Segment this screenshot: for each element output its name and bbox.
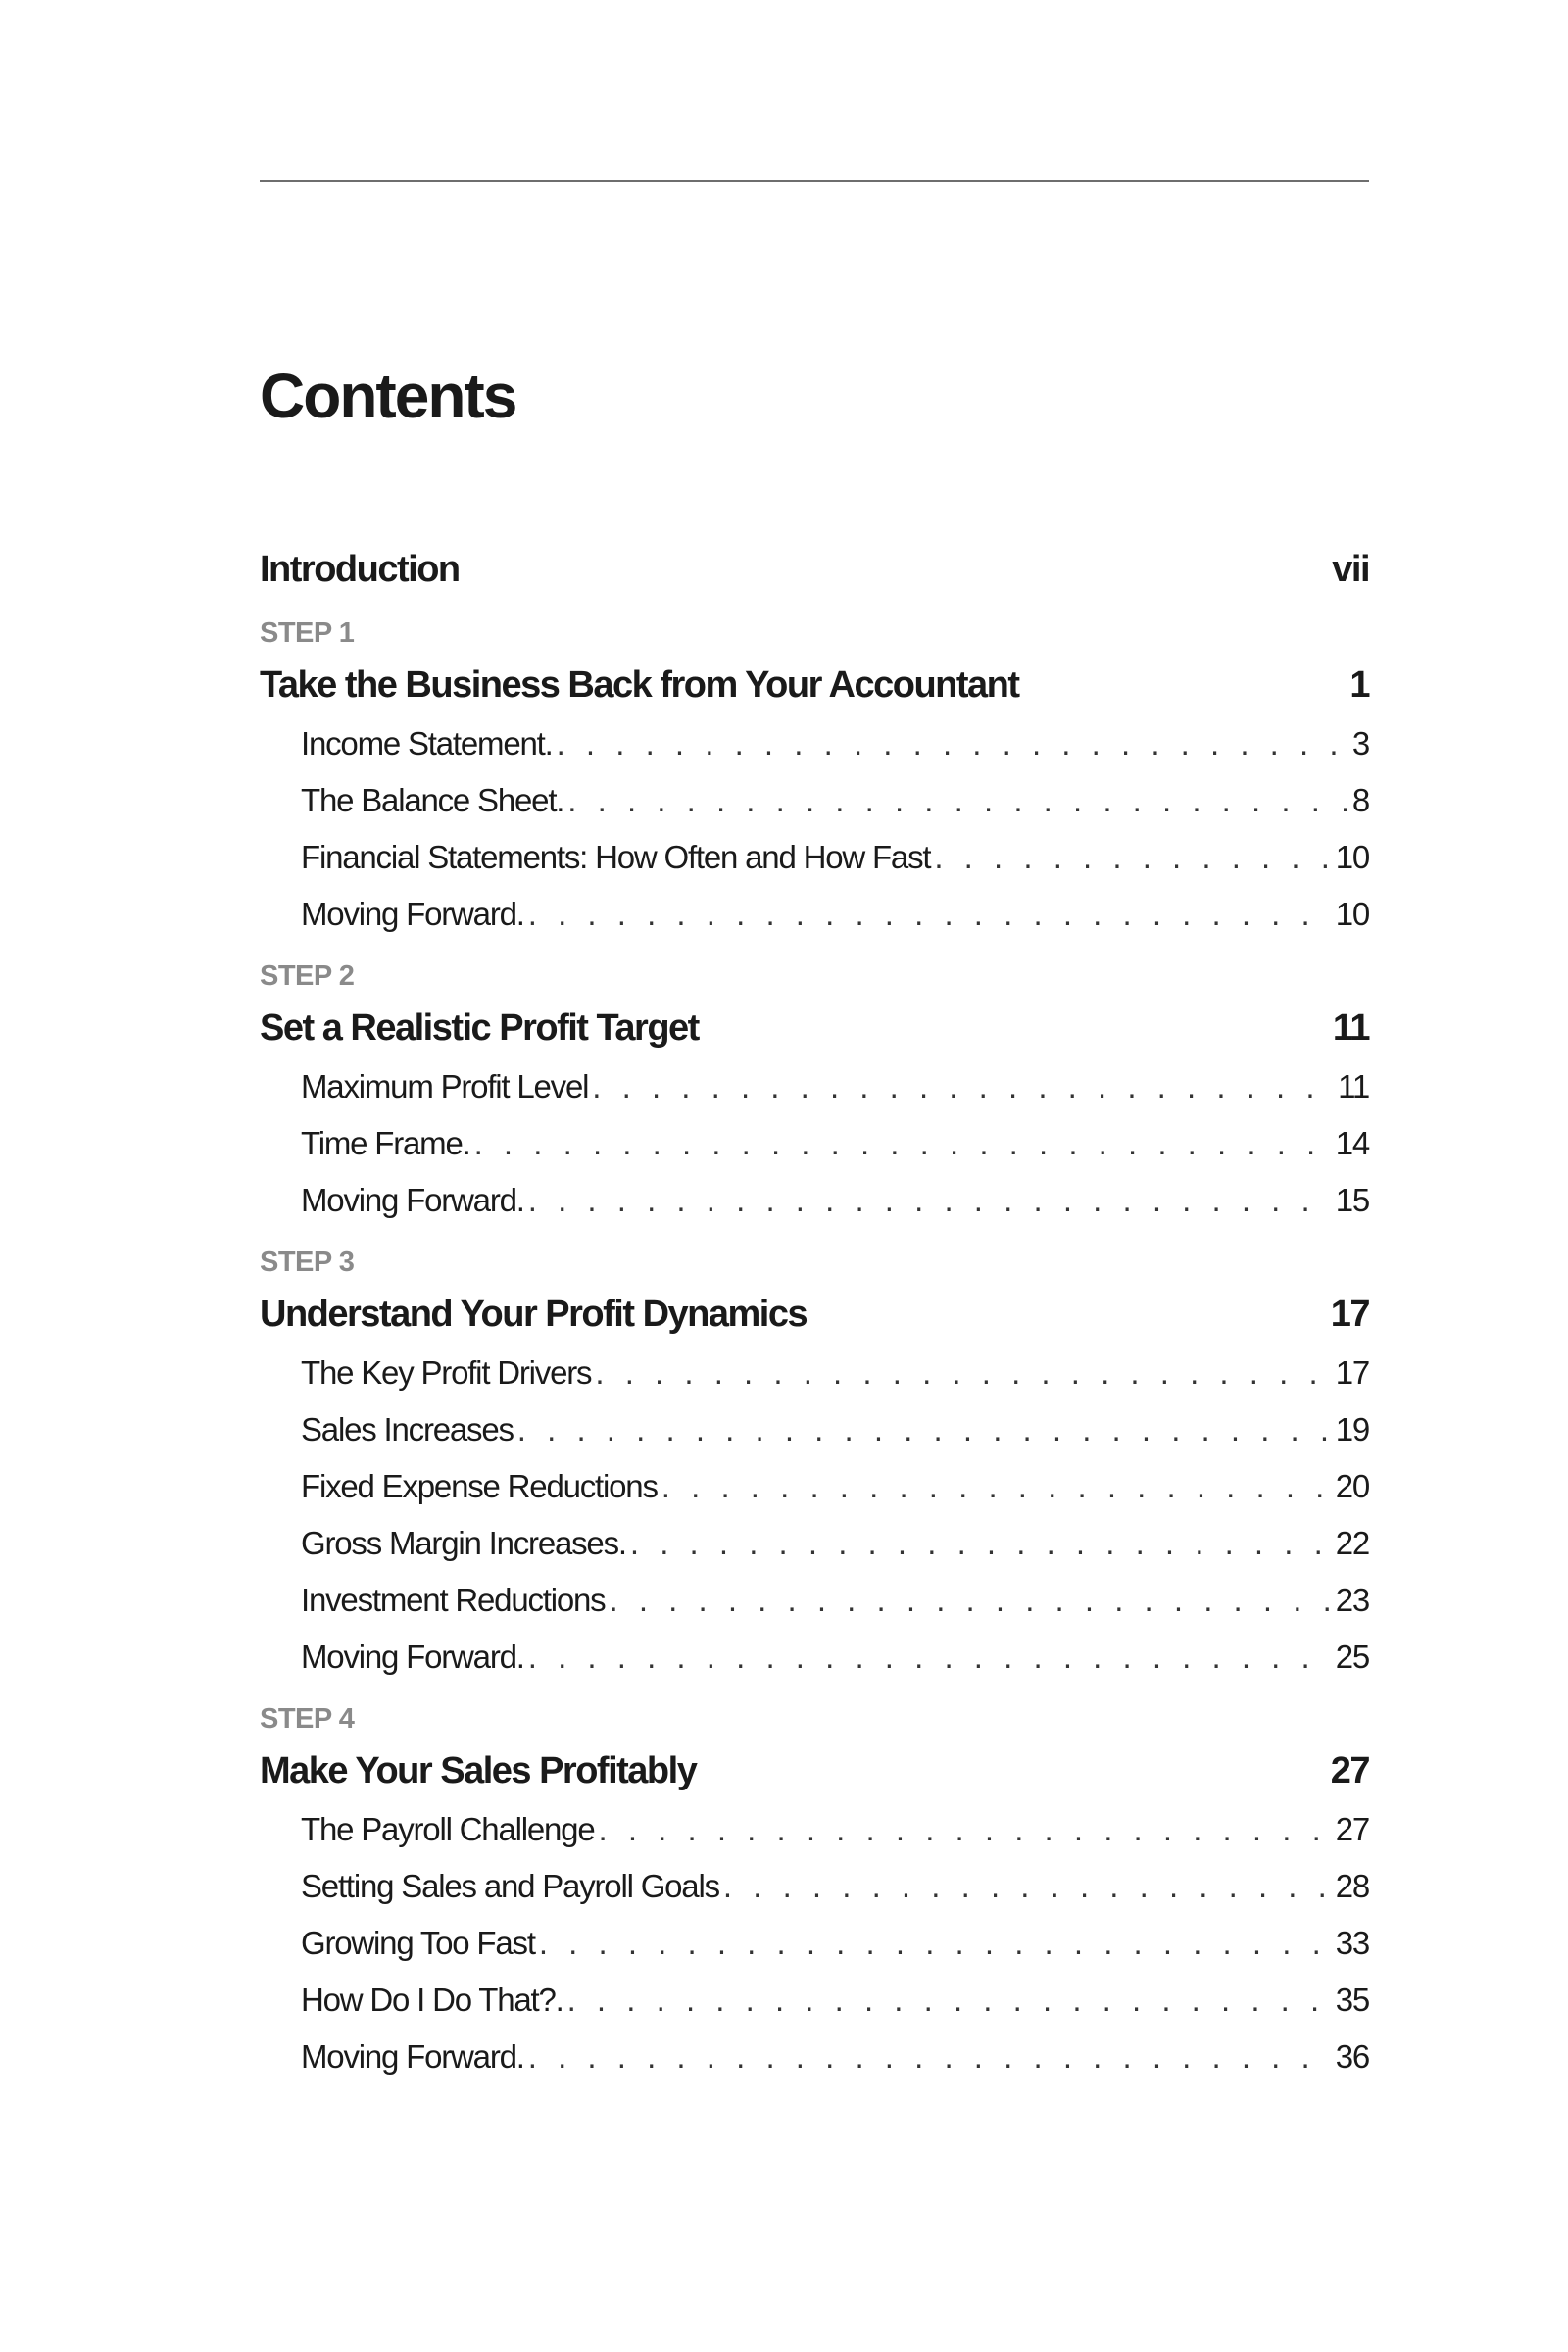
- entry-page: 27: [1335, 1811, 1369, 1847]
- entry-title: Financial Statements: How Often and How Fast: [301, 839, 931, 875]
- dot-leader: [723, 1858, 1330, 1915]
- table-of-contents: [260, 539, 1369, 2085]
- toc-entry[interactable]: [301, 1572, 1369, 1629]
- header-rule: [260, 180, 1369, 182]
- entry-page: 8: [1351, 782, 1369, 818]
- step-page: 27: [1330, 1750, 1369, 1791]
- dot-leader: [592, 1058, 1332, 1115]
- step-page: 1: [1349, 664, 1369, 706]
- toc-entry[interactable]: [301, 1401, 1369, 1458]
- toc-introduction[interactable]: [260, 539, 1369, 600]
- entry-title: Moving Forward.: [301, 2038, 524, 2075]
- entry-title: Investment Reductions: [301, 1582, 606, 1618]
- entry-title: Fixed Expense Reductions: [301, 1468, 658, 1504]
- toc-entry[interactable]: [301, 2029, 1369, 2085]
- dot-leader: [517, 1401, 1330, 1458]
- toc-entry[interactable]: [301, 772, 1369, 829]
- dot-leader: [528, 2029, 1330, 2085]
- entry-page: 20: [1335, 1468, 1369, 1504]
- dot-leader: [567, 772, 1347, 829]
- toc-entry[interactable]: [301, 715, 1369, 772]
- toc-entry[interactable]: [301, 1515, 1369, 1572]
- toc-entry[interactable]: [301, 1458, 1369, 1515]
- entry-page: 33: [1335, 1925, 1369, 1961]
- entry-page: 15: [1335, 1182, 1369, 1218]
- toc-step: [260, 600, 1369, 943]
- step-label: STEP 4: [260, 1703, 355, 1735]
- section-list: [260, 1345, 1369, 1686]
- entry-title: Setting Sales and Payroll Goals: [301, 1868, 719, 1904]
- toc-step: [260, 1229, 1369, 1686]
- entry-title: Moving Forward.: [301, 1182, 524, 1218]
- toc-entry[interactable]: [301, 829, 1369, 886]
- entry-page: 19: [1335, 1411, 1369, 1447]
- entry-page: 10: [1335, 896, 1369, 932]
- section-list: [260, 1801, 1369, 2085]
- step-heading[interactable]: [260, 1284, 1369, 1345]
- step-label: STEP 2: [260, 960, 355, 992]
- toc-entry[interactable]: [301, 1915, 1369, 1972]
- step-label: STEP 1: [260, 617, 355, 649]
- entry-page: 23: [1335, 1582, 1369, 1618]
- toc-steps: [260, 600, 1369, 2085]
- entry-title: Time Frame.: [301, 1125, 470, 1161]
- dot-leader: [609, 1572, 1329, 1629]
- dot-leader: [934, 829, 1329, 886]
- dot-leader: [539, 1915, 1330, 1972]
- toc-step: [260, 1686, 1369, 2085]
- entry-page: 35: [1335, 1982, 1369, 2018]
- step-heading[interactable]: [260, 655, 1369, 715]
- entry-title: Growing Too Fast: [301, 1925, 535, 1961]
- dot-leader: [662, 1458, 1330, 1515]
- book-page: [260, 0, 1369, 2352]
- step-title: Take the Business Back from Your Accountant: [260, 664, 1019, 706]
- toc-entry[interactable]: [301, 886, 1369, 943]
- entry-page: 17: [1335, 1354, 1369, 1391]
- toc-entry[interactable]: [301, 1972, 1369, 2029]
- entry-title: Gross Margin Increases.: [301, 1525, 626, 1561]
- entry-title: Maximum Profit Level: [301, 1068, 589, 1104]
- toc-entry[interactable]: [301, 1801, 1369, 1858]
- dot-leader: [528, 1172, 1330, 1229]
- toc-entry[interactable]: [301, 1858, 1369, 1915]
- toc-entry[interactable]: [301, 1115, 1369, 1172]
- dot-leader: [567, 1972, 1330, 2029]
- entry-title: The Payroll Challenge: [301, 1811, 595, 1847]
- entry-page: 3: [1351, 725, 1369, 761]
- step-label: STEP 3: [260, 1247, 355, 1278]
- dot-leader: [598, 1801, 1329, 1858]
- entry-title: Income Statement.: [301, 725, 553, 761]
- entry-title: Sales Increases: [301, 1411, 514, 1447]
- entry-page: 10: [1335, 839, 1369, 875]
- step-heading[interactable]: [260, 1740, 1369, 1801]
- entry-page: 14: [1335, 1125, 1369, 1161]
- section-list: [260, 715, 1369, 943]
- entry-page: 22: [1335, 1525, 1369, 1561]
- entry-title: Moving Forward.: [301, 1639, 524, 1675]
- page-title: Contents: [260, 361, 516, 431]
- entry-title: The Key Profit Drivers: [301, 1354, 592, 1391]
- entry-page: 25: [1335, 1639, 1369, 1675]
- step-page: 17: [1330, 1294, 1369, 1335]
- introduction-page: vii: [1332, 549, 1369, 590]
- step-page: 11: [1332, 1007, 1369, 1049]
- entry-title: Moving Forward.: [301, 896, 524, 932]
- dot-leader: [557, 715, 1347, 772]
- step-title: Understand Your Profit Dynamics: [260, 1294, 808, 1335]
- toc-step: [260, 943, 1369, 1229]
- toc-entry[interactable]: [301, 1629, 1369, 1686]
- entry-page: 36: [1335, 2038, 1369, 2075]
- step-title: Make Your Sales Profitably: [260, 1750, 697, 1791]
- section-list: [260, 1058, 1369, 1229]
- dot-leader: [474, 1115, 1330, 1172]
- dot-leader: [595, 1345, 1329, 1401]
- entry-title: How Do I Do That?.: [301, 1982, 564, 2018]
- introduction-label: Introduction: [260, 549, 460, 590]
- dot-leader: [630, 1515, 1330, 1572]
- toc-entry[interactable]: [301, 1058, 1369, 1115]
- entry-title: The Balance Sheet.: [301, 782, 564, 818]
- step-heading[interactable]: [260, 998, 1369, 1058]
- step-title: Set a Realistic Profit Target: [260, 1007, 699, 1049]
- dot-leader: [528, 886, 1330, 943]
- toc-entry[interactable]: [301, 1172, 1369, 1229]
- dot-leader: [528, 1629, 1330, 1686]
- entry-page: 28: [1335, 1868, 1369, 1904]
- entry-page: 11: [1338, 1068, 1369, 1104]
- toc-entry[interactable]: [301, 1345, 1369, 1401]
